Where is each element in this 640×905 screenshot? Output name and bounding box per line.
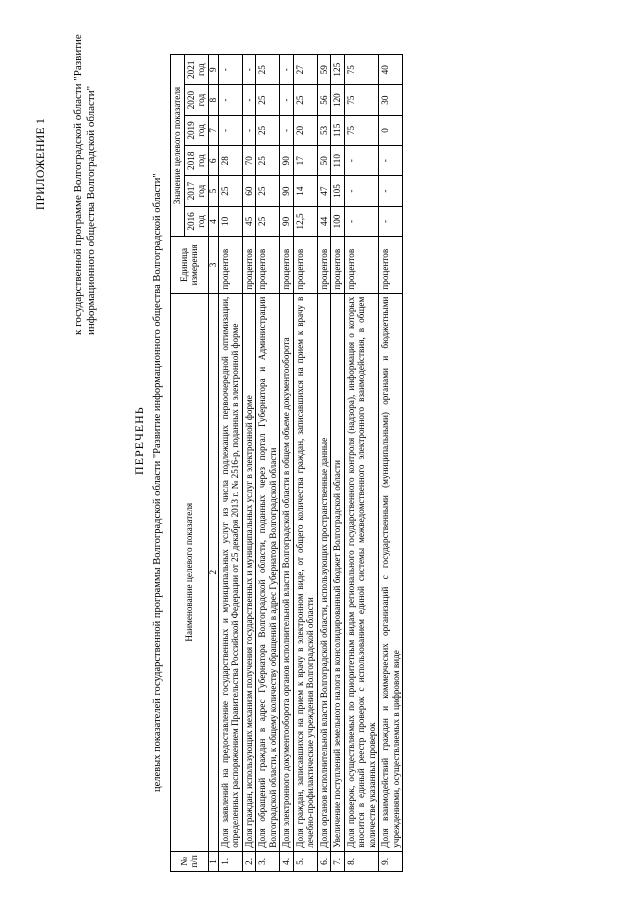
value-cell: 27 xyxy=(293,55,317,85)
document-subtitle: целевых показателей государственной программы Волгоградской области "Развитие информационного общества Волгоградской области" xyxy=(152,173,163,792)
value-cell: 50 xyxy=(317,146,331,176)
unit-cell: процентов xyxy=(242,237,256,294)
column-number: 2 xyxy=(208,293,218,851)
value-cell: - xyxy=(242,85,256,115)
value-cell: 60 xyxy=(242,176,256,206)
header-value-group: Значение целевого показателя xyxy=(171,55,185,237)
column-number: 7 xyxy=(208,115,218,145)
value-cell: - xyxy=(218,85,242,115)
value-cell: - xyxy=(344,176,379,206)
value-cell: 40 xyxy=(379,55,403,85)
unit-cell: процентов xyxy=(344,237,379,294)
value-cell: - xyxy=(280,85,294,115)
header-year: 2016 год xyxy=(184,206,208,236)
value-cell: 25 xyxy=(256,85,280,115)
value-cell: - xyxy=(242,55,256,85)
table-row xyxy=(331,55,345,872)
table-row xyxy=(317,55,331,872)
value-cell: 20 xyxy=(293,115,317,145)
table-row xyxy=(293,55,317,872)
value-cell: 90 xyxy=(280,146,294,176)
indicator-name: Доля электронного документооборота органов исполнительной власти Волгоградской области в общем объеме документооборота xyxy=(280,293,294,851)
header-name: Наименование целевого показателя xyxy=(171,293,209,851)
unit-cell: процентов xyxy=(331,237,345,294)
value-cell: 25 xyxy=(256,206,280,236)
value-cell: 25 xyxy=(293,85,317,115)
table-row xyxy=(280,55,294,872)
value-cell: 59 xyxy=(317,55,331,85)
column-number: 1 xyxy=(208,851,218,871)
value-cell: 25 xyxy=(256,176,280,206)
indicator-name: Доля заявлений на предоставление государственных и муниципальных услуг из числа подлежащих первоочередной оптимизации, определенных распоряжением Правительства Российской Федерации от 25 декабря 2013 г. № 2516-р, поданных в электронной форме xyxy=(218,293,242,851)
value-cell: 115 xyxy=(331,115,345,145)
column-number: 5 xyxy=(208,176,218,206)
column-number: 8 xyxy=(208,85,218,115)
row-number: 4. xyxy=(280,851,294,871)
header-year: 2020 год xyxy=(184,85,208,115)
value-cell: 120 xyxy=(331,85,345,115)
value-cell: - xyxy=(379,206,403,236)
unit-cell: процентов xyxy=(317,237,331,294)
table-row xyxy=(242,55,256,872)
value-cell: 75 xyxy=(344,85,379,115)
value-cell: 90 xyxy=(280,206,294,236)
row-number: 8. xyxy=(344,851,379,871)
appendix-label: ПРИЛОЖЕНИЕ 1 xyxy=(35,117,47,210)
column-number: 6 xyxy=(208,146,218,176)
column-number: 9 xyxy=(208,55,218,85)
program-reference: к государственной программе Волгоградской области "Развитие информационного общества Волгоградской области" xyxy=(72,34,97,335)
value-cell: 47 xyxy=(317,176,331,206)
indicator-name: Доля обращений граждан в адрес Губернатора Волгоградской области, поданных через портал Губернатора и Администрации Волгоградской области, к общему количеству обращений в адрес Губернатора Волгоградской области xyxy=(256,293,280,851)
value-cell: 25 xyxy=(256,55,280,85)
row-number: 2. xyxy=(242,851,256,871)
value-cell: 25 xyxy=(218,176,242,206)
row-number: 9. xyxy=(379,851,403,871)
table-row xyxy=(344,55,379,872)
header-num: № п/п xyxy=(171,851,209,871)
document-title: ПЕРЕЧЕНЬ xyxy=(132,406,146,475)
column-number: 3 xyxy=(208,237,218,294)
value-cell: 53 xyxy=(317,115,331,145)
indicator-name: Доля взаимодействий граждан и коммерческих организаций с государственными (муниципальными) органами и бюджетными учреждениями, осуществляемых в цифровом виде xyxy=(379,293,403,851)
value-cell: 28 xyxy=(218,146,242,176)
value-cell: - xyxy=(379,176,403,206)
value-cell: 105 xyxy=(331,176,345,206)
value-cell: 14 xyxy=(293,176,317,206)
value-cell: - xyxy=(218,55,242,85)
value-cell: - xyxy=(280,55,294,85)
value-cell: 45 xyxy=(242,206,256,236)
value-cell: - xyxy=(242,115,256,145)
row-number: 3. xyxy=(256,851,280,871)
indicator-name: Доля граждан, использующих механизм получения государственных и муниципальных услуг в электронной форме xyxy=(242,293,256,851)
header-year: 2017 год xyxy=(184,176,208,206)
value-cell: 17 xyxy=(293,146,317,176)
value-cell: 90 xyxy=(280,176,294,206)
value-cell: 30 xyxy=(379,85,403,115)
value-cell: 75 xyxy=(344,55,379,85)
value-cell: 25 xyxy=(256,146,280,176)
value-cell: 110 xyxy=(331,146,345,176)
value-cell: - xyxy=(379,146,403,176)
table-row xyxy=(256,55,280,872)
value-cell: - xyxy=(280,115,294,145)
indicator-name: Доля проверок, осуществляемых по приоритетным видам регионального государственного контроля (надзора), информация о которых вносится в единый реестр проверок с использованием единой системы межведомственного электронного взаимодействия, в общем количестве указанных проверок xyxy=(344,293,379,851)
indicators-table xyxy=(170,54,403,872)
value-cell: 12,5 xyxy=(293,206,317,236)
row-number: 1. xyxy=(218,851,242,871)
header-year: 2019 год xyxy=(184,115,208,145)
value-cell: - xyxy=(344,146,379,176)
value-cell: 100 xyxy=(331,206,345,236)
value-cell: 25 xyxy=(256,115,280,145)
value-cell: 75 xyxy=(344,115,379,145)
column-number: 4 xyxy=(208,206,218,236)
value-cell: 10 xyxy=(218,206,242,236)
value-cell: 125 xyxy=(331,55,345,85)
unit-cell: процентов xyxy=(280,237,294,294)
value-cell: 56 xyxy=(317,85,331,115)
unit-cell: процентов xyxy=(293,237,317,294)
value-cell: 44 xyxy=(317,206,331,236)
unit-cell: процентов xyxy=(379,237,403,294)
table-row xyxy=(218,55,242,872)
value-cell: - xyxy=(344,206,379,236)
row-number: 6. xyxy=(317,851,331,871)
value-cell: 0 xyxy=(379,115,403,145)
header-year: 2021 год xyxy=(184,55,208,85)
indicator-name: Доля граждан, записавшихся на прием к врачу в электронном виде, от общего количества граждан, записавшихся на прием к врачу в лечебно-профилактические учреждения Волгоградской области xyxy=(293,293,317,851)
header-unit: Единица измерения xyxy=(171,237,209,294)
indicator-name: Доля органов исполнительной власти Волгоградской области, использующих пространственные данные xyxy=(317,293,331,851)
unit-cell: процентов xyxy=(218,237,242,294)
value-cell: 70 xyxy=(242,146,256,176)
table-row xyxy=(379,55,403,872)
unit-cell: процентов xyxy=(256,237,280,294)
value-cell: - xyxy=(218,115,242,145)
indicator-name: Увеличение поступлений земельного налога в консолидированный бюджет Волгоградской области xyxy=(331,293,345,851)
row-number: 7. xyxy=(331,851,345,871)
row-number: 5. xyxy=(293,851,317,871)
header-year: 2018 год xyxy=(184,146,208,176)
